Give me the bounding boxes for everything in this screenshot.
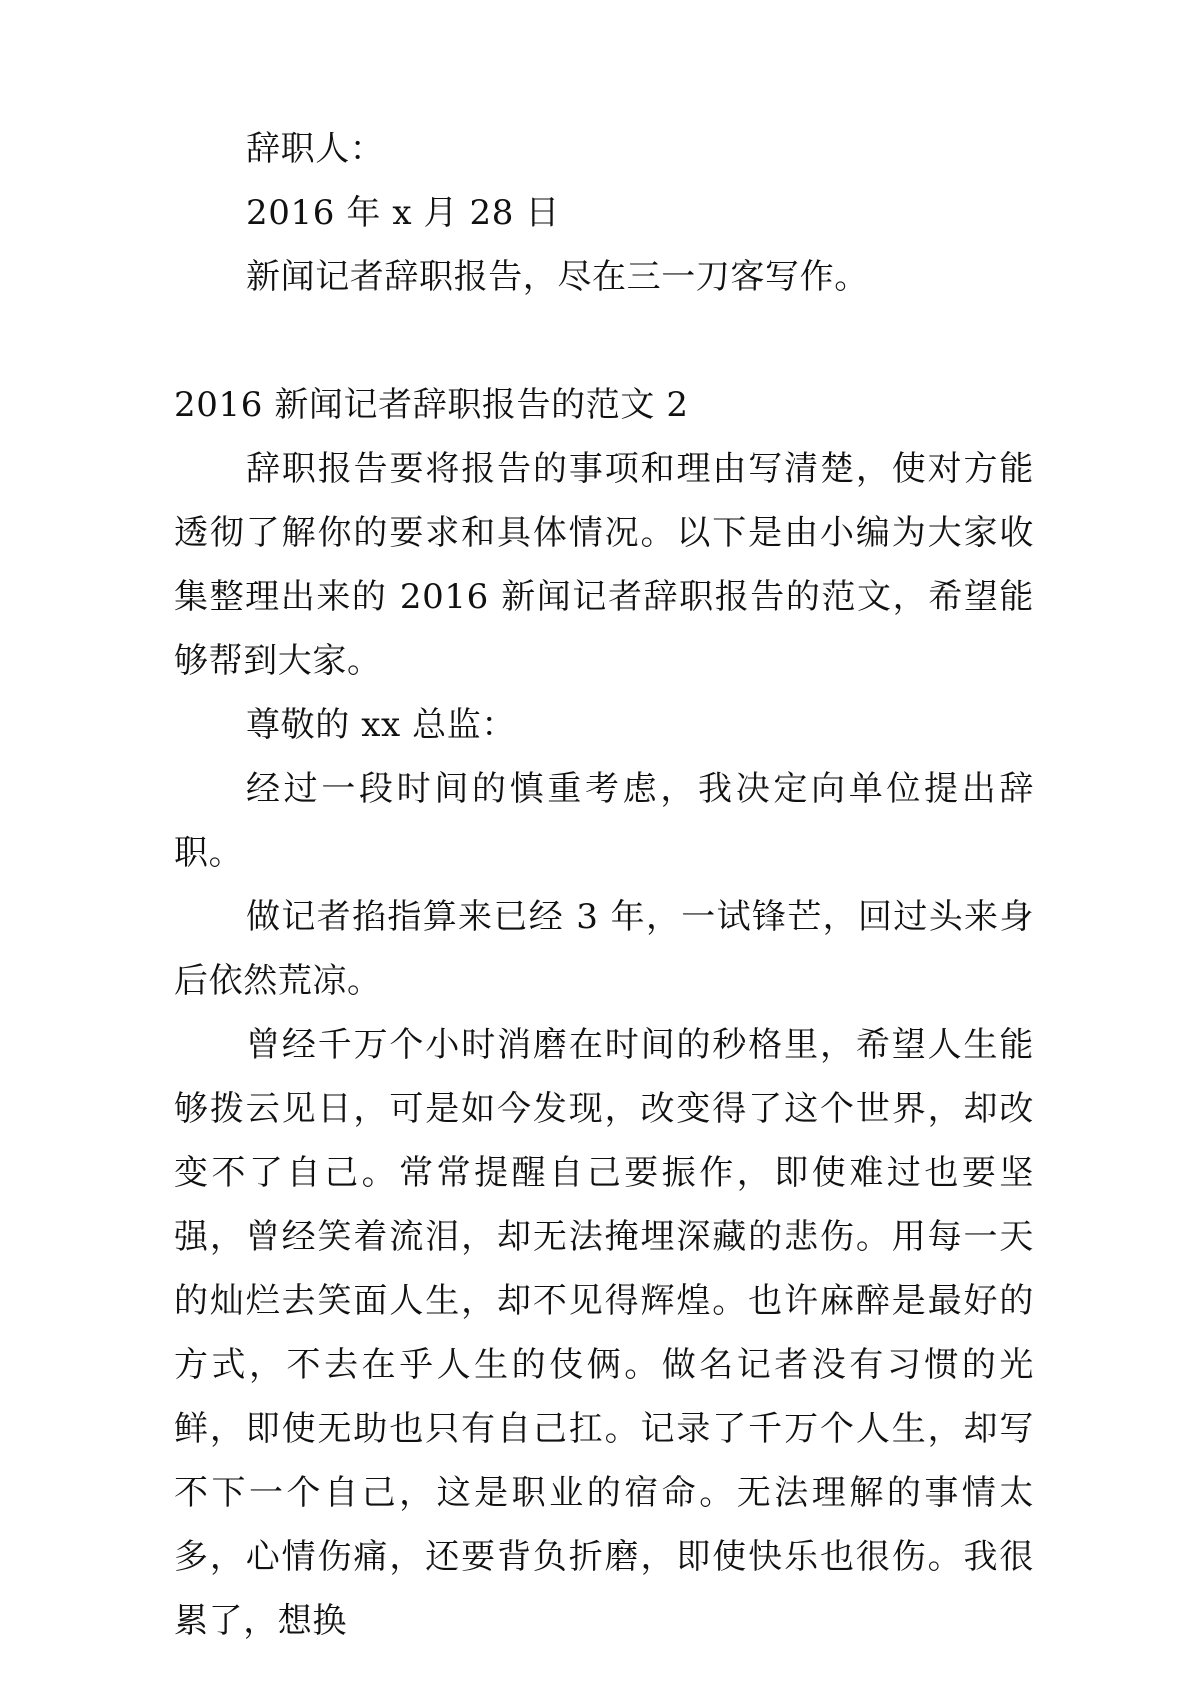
body-paragraph-1: 经过一段时间的慎重考虑，我决定向单位提出辞职。	[174, 769, 1034, 873]
closing-note: 新闻记者辞职报告，尽在三一刀客写作。	[246, 257, 869, 297]
body-paragraph-2: 做记者掐指算来已经 3 年，一试锋芒，回过头来身后依然荒凉。	[174, 897, 1034, 1001]
salutation: 尊敬的 xx 总监：	[246, 705, 516, 745]
intro-paragraph: 辞职报告要将报告的事项和理由写清楚，使对方能透彻了解你的要求和具体情况。以下是由小编为大家收集整理出来的 2016 新闻记者辞职报告的范文，希望能够帮到大家。	[174, 449, 1034, 681]
signature-label: 辞职人：	[246, 129, 385, 169]
document-body	[174, 117, 1034, 1653]
body-paragraph-3: 曾经千万个小时消磨在时间的秒格里，希望人生能够拨云见日，可是如今发现，改变得了这个世界，却改变不了自己。常常提醒自己要振作，即使难过也要坚强，曾经笑着流泪，却无法掩埋深藏的悲伤。用每一天的灿烂去笑面人生，却不见得辉煌。也许麻醉是最好的方式，不去在乎人生的伎俩。做名记者没有习惯的光鲜，即使无助也只有自己扛。记录了千万个人生，却写不下一个自己，这是职业的宿命。无法理解的事情太多，心情伤痛，还要背负折磨，即使快乐也很伤。我很累了，想换	[174, 1025, 1034, 1641]
section-title: 2016 新闻记者辞职报告的范文 2	[174, 385, 689, 425]
resignation-date: 2016 年 x 月 28 日	[246, 193, 561, 233]
